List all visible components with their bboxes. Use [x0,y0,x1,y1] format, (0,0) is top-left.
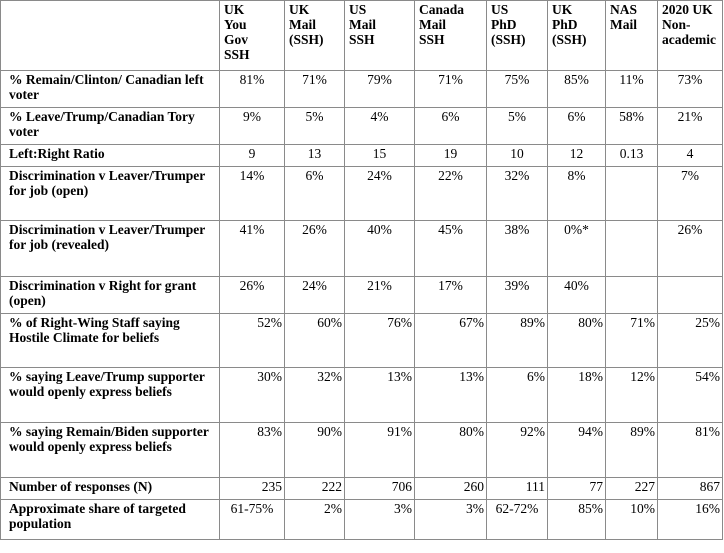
table-cell: 92% [487,423,548,478]
table-row [1,71,723,108]
table-cell: 26% [220,277,285,314]
header-nas-mail: NAS Mail [606,1,658,71]
row-label: Left:Right Ratio [1,145,220,167]
table-cell: 91% [345,423,415,478]
table-cell [658,277,723,314]
table-cell: 222 [285,478,345,500]
table-cell: 94% [548,423,606,478]
header-uk-mail: UK Mail (SSH) [285,1,345,71]
row-label: % saying Leave/Trump supporter would openly express beliefs [1,368,220,423]
table-cell: 6% [285,167,345,221]
table-cell: 6% [548,108,606,145]
table-cell: 83% [220,423,285,478]
table-cell: 22% [415,167,487,221]
table-cell: 17% [415,277,487,314]
table-cell: 85% [548,500,606,540]
table-cell: 12% [606,368,658,423]
table-cell: 260 [415,478,487,500]
table-cell: 111 [487,478,548,500]
table-cell: 13% [345,368,415,423]
table-cell: 13 [285,145,345,167]
table-cell: 24% [285,277,345,314]
table-cell: 60% [285,314,345,368]
table-row [1,145,723,167]
table-cell: 80% [415,423,487,478]
table-row [1,368,723,423]
table-cell: 38% [487,221,548,277]
table-cell: 867 [658,478,723,500]
table-cell: 3% [345,500,415,540]
table-cell: 0%* [548,221,606,277]
table-cell: 18% [548,368,606,423]
table-cell: 235 [220,478,285,500]
table-cell [606,167,658,221]
header-corner [1,1,220,71]
table-cell: 4% [345,108,415,145]
table-cell: 26% [658,221,723,277]
table-cell: 0.13 [606,145,658,167]
table-cell: 5% [487,108,548,145]
row-label: % of Right-Wing Staff saying Hostile Climate for beliefs [1,314,220,368]
header-us-mail: US Mail SSH [345,1,415,71]
table-cell: 7% [658,167,723,221]
row-label: Discrimination v Leaver/Trumper for job (open) [1,167,220,221]
table-cell: 45% [415,221,487,277]
table-cell: 67% [415,314,487,368]
table-row [1,221,723,277]
table-cell: 40% [548,277,606,314]
table-cell: 58% [606,108,658,145]
table-cell: 90% [285,423,345,478]
table-cell: 11% [606,71,658,108]
table-cell [606,221,658,277]
table-cell: 76% [345,314,415,368]
row-label: Number of responses (N) [1,478,220,500]
table-cell: 10 [487,145,548,167]
table-cell: 5% [285,108,345,145]
table-cell: 52% [220,314,285,368]
table-cell: 79% [345,71,415,108]
table-cell: 89% [606,423,658,478]
table-cell: 81% [220,71,285,108]
table-row [1,500,723,540]
table-cell: 89% [487,314,548,368]
table-row [1,167,723,221]
table-cell: 81% [658,423,723,478]
table-cell: 24% [345,167,415,221]
table-cell: 13% [415,368,487,423]
table-row [1,108,723,145]
table-cell: 19 [415,145,487,167]
table-cell [606,277,658,314]
table-cell: 71% [606,314,658,368]
table-cell: 25% [658,314,723,368]
table-cell: 9% [220,108,285,145]
table-row [1,478,723,500]
table-row [1,314,723,368]
table-cell: 73% [658,71,723,108]
row-label: % Remain/Clinton/ Canadian left voter [1,71,220,108]
table-cell: 71% [415,71,487,108]
table-cell: 62-72% [487,500,548,540]
header-uk-phd: UK PhD (SSH) [548,1,606,71]
table-cell: 71% [285,71,345,108]
row-label: Discrimination v Leaver/Trumper for job (revealed) [1,221,220,277]
table-cell: 39% [487,277,548,314]
header-uk-yougov: UK You Gov SSH [220,1,285,71]
table-cell: 227 [606,478,658,500]
table-cell: 32% [487,167,548,221]
row-label: Discrimination v Right for grant (open) [1,277,220,314]
table-cell: 30% [220,368,285,423]
table-cell: 8% [548,167,606,221]
table-cell: 6% [487,368,548,423]
table-cell: 32% [285,368,345,423]
table-cell: 3% [415,500,487,540]
table-cell: 26% [285,221,345,277]
table-cell: 77 [548,478,606,500]
table-cell: 75% [487,71,548,108]
table-cell: 10% [606,500,658,540]
table-cell: 2% [285,500,345,540]
table-cell: 6% [415,108,487,145]
header-row [1,1,723,71]
table-cell: 80% [548,314,606,368]
table-cell: 4 [658,145,723,167]
table-cell: 21% [658,108,723,145]
table-row [1,423,723,478]
table-cell: 16% [658,500,723,540]
table-row [1,277,723,314]
table-cell: 85% [548,71,606,108]
table-cell: 41% [220,221,285,277]
table-cell: 706 [345,478,415,500]
table-cell: 12 [548,145,606,167]
table-cell: 14% [220,167,285,221]
table-cell: 40% [345,221,415,277]
row-label: % Leave/Trump/Canadian Tory voter [1,108,220,145]
table-cell: 54% [658,368,723,423]
header-canada-mail: Canada Mail SSH [415,1,487,71]
table-cell: 15 [345,145,415,167]
table-cell: 61-75% [220,500,285,540]
header-us-phd: US PhD (SSH) [487,1,548,71]
table-cell: 21% [345,277,415,314]
table-cell: 9 [220,145,285,167]
row-label: Approximate share of targeted population [1,500,220,540]
row-label: % saying Remain/Biden supporter would openly express beliefs [1,423,220,478]
header-uk-nonacademic: 2020 UK Non- academic [658,1,723,71]
